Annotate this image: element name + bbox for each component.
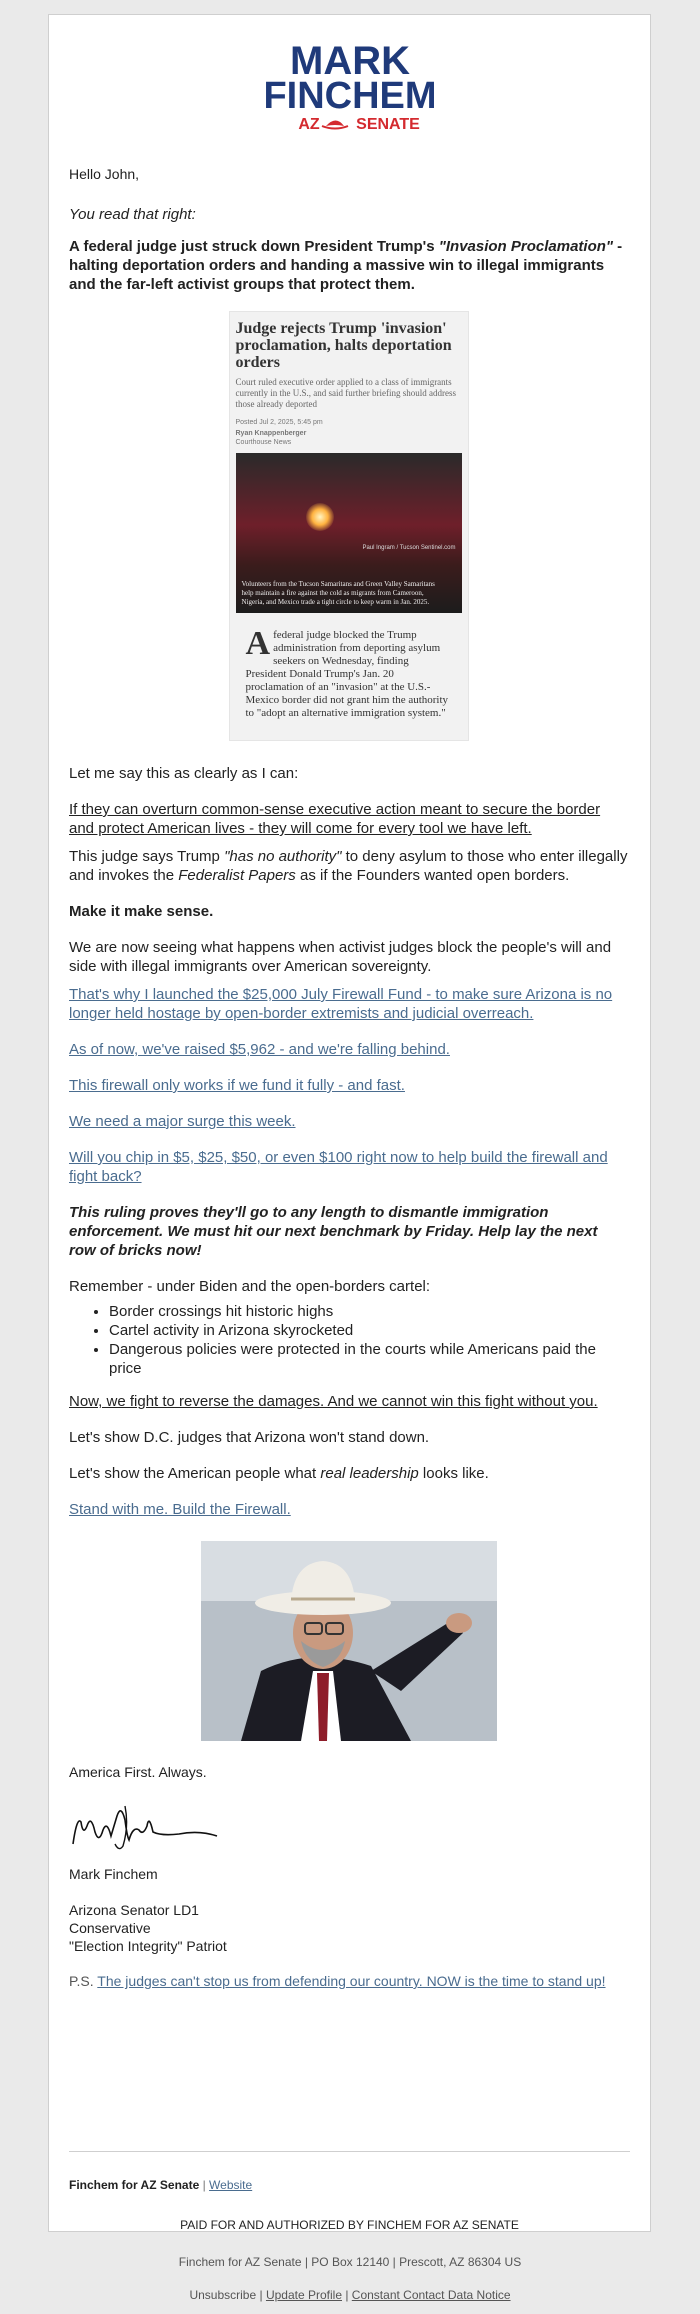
unsubscribe-link[interactable]: Unsubscribe xyxy=(189,2288,257,2302)
bullet-list xyxy=(109,1302,628,1378)
greeting: Hello John, xyxy=(69,166,140,182)
article-subhead: Court ruled executive order applied to a class of immigrants currently in the U.S., and said further briefing should address those already deported xyxy=(235,377,456,409)
news-clipping xyxy=(229,311,469,741)
para-overturn: If they can overturn common-sense executive action meant to secure the border and protect American lives - they will come for every tool we have left. xyxy=(69,801,601,837)
photo-caption: Volunteers from the Tucson Samaritans and Green Valley Samaritans help maintain a fire against the cold as migrants from Cameroon, Nigeria, and Mexico trade a tight circle to keep warm in Jan. 2025. xyxy=(241,580,435,606)
email-card xyxy=(48,14,651,2232)
article-outlet: Courthouse News xyxy=(235,439,292,446)
article-author: Ryan Knappenberger xyxy=(235,430,307,437)
finchem-logo xyxy=(235,36,465,136)
stand-with-me-link[interactable]: Stand with me. Build the Firewall. xyxy=(69,1501,291,1518)
intro: You read that right: xyxy=(69,206,196,223)
article-dropcap: A xyxy=(245,625,271,662)
list-item: • Border crossings hit historic highs xyxy=(109,1302,628,1321)
article-headline: Judge rejects Trump 'invasion' proclamation, halts deportation orders xyxy=(235,320,452,371)
para-remember: Remember - under Biden and the open-borders cartel: xyxy=(69,1278,431,1295)
signature-image xyxy=(69,1796,219,1856)
para-ruling: This ruling proves they'll go to any length to dismantle immigration enforcement. We must hit our next benchmark by Friday. Help lay the next row of bricks now! xyxy=(69,1204,598,1259)
sig-name: Mark Finchem xyxy=(69,1866,158,1882)
ps-link[interactable]: The judges can't stop us from defending our country. NOW is the time to stand up! xyxy=(97,1973,606,1989)
para-dc: Let's show D.C. judges that Arizona won't stand down. xyxy=(69,1429,430,1446)
logo-line1: MARK xyxy=(289,39,410,83)
sender-address: Finchem for AZ Senate | PO Box 12140 | Prescott, AZ 86304 US xyxy=(178,2255,522,2269)
para-clear: Let me say this as clearly as I can: xyxy=(69,765,299,782)
cowboy-hat-icon xyxy=(322,121,348,129)
website-link[interactable]: Website xyxy=(209,2178,253,2192)
footer-org-line: Finchem for AZ Senate | Website xyxy=(69,2178,253,2192)
sig-title3: "Election Integrity" Patriot xyxy=(69,1938,227,1954)
logo-line2: FINCHEM xyxy=(262,75,437,117)
headline: A federal judge just struck down President Trump's "Invasion Proclamation" - halting deportation orders and handing a massive win to illegal immigrants and the far-left activist groups that protect them. xyxy=(69,238,623,293)
ps-label: P.S. xyxy=(69,1973,94,1989)
photo-credit: Paul Ingram / Tucson Sentinel.com xyxy=(362,545,456,551)
article-body: Afederal judge blocked the Trump administration from deporting asylum seekers on Wednesday, finding President Donald Trump's Jan. 20 proclamation of an "invasion" at the U.S.-Mexico border did not grant him the authority to "adopt an alternative immigration system." xyxy=(245,625,449,719)
para-make-sense: Make it make sense. xyxy=(69,903,214,920)
article-posted: Posted Jul 2, 2025, 5:45 pm xyxy=(235,419,323,426)
para-seeing: We are now seeing what happens when activist judges block the people's will and side with illegal immigrants over American sovereignty. xyxy=(69,939,612,975)
para-leadership: Let's show the American people what real leadership looks like. xyxy=(69,1465,489,1482)
footer-divider xyxy=(69,2151,630,2152)
bottom-links: Unsubscribe | Update Profile | Constant Contact Data Notice xyxy=(189,2288,511,2302)
para-judge: This judge says Trump "has no authority" to deny asylum to those who enter illegally and invokes the Federalist Papers as if the Founders wanted open borders. xyxy=(69,848,628,884)
logo-state: AZ xyxy=(297,116,320,133)
signature xyxy=(69,1796,628,1856)
raised-link[interactable]: As of now, we've raised $5,962 - and we're falling behind. xyxy=(69,1041,450,1058)
list-item: • Cartel activity in Arizona skyrocketed xyxy=(109,1321,628,1340)
cc-data-notice-link[interactable]: Constant Contact Data Notice xyxy=(351,2288,511,2302)
surge-link[interactable]: We need a major surge this week. xyxy=(69,1113,296,1130)
fund-fully-link[interactable]: This firewall only works if we fund it fully - and fast. xyxy=(69,1077,405,1094)
sig-title1: Arizona Senator LD1 xyxy=(69,1902,199,1918)
footer-org: Finchem for AZ Senate xyxy=(69,2178,200,2192)
logo-office: SENATE xyxy=(355,116,420,133)
firewall-fund-link[interactable]: That's why I launched the $25,000 July Firewall Fund - to make sure Arizona is no longer held hostage by open-border extremists and judicial overreach. xyxy=(69,986,613,1022)
para-reverse: Now, we fight to reverse the damages. And we cannot win this fight without you. xyxy=(69,1393,598,1410)
campaign-logo xyxy=(49,15,650,133)
sig-title2: Conservative xyxy=(69,1920,151,1936)
chip-in-link[interactable]: Will you chip in $5, $25, $50, or even $100 right now to help build the firewall and fight back? xyxy=(69,1149,608,1185)
list-item: • Dangerous policies were protected in the courts while Americans paid the price xyxy=(109,1340,628,1378)
update-profile-link[interactable]: Update Profile xyxy=(265,2288,342,2302)
postscript xyxy=(69,1972,628,1991)
candidate-portrait-image xyxy=(201,1541,497,1741)
paid-for-disclaimer: PAID FOR AND AUTHORIZED BY FINCHEM FOR AZ SENATE xyxy=(180,2218,519,2232)
campfire-image xyxy=(306,503,334,531)
candidate-photo xyxy=(201,1541,497,1741)
para-america-first: America First. Always. xyxy=(69,1764,207,1780)
article-photo xyxy=(236,453,462,613)
